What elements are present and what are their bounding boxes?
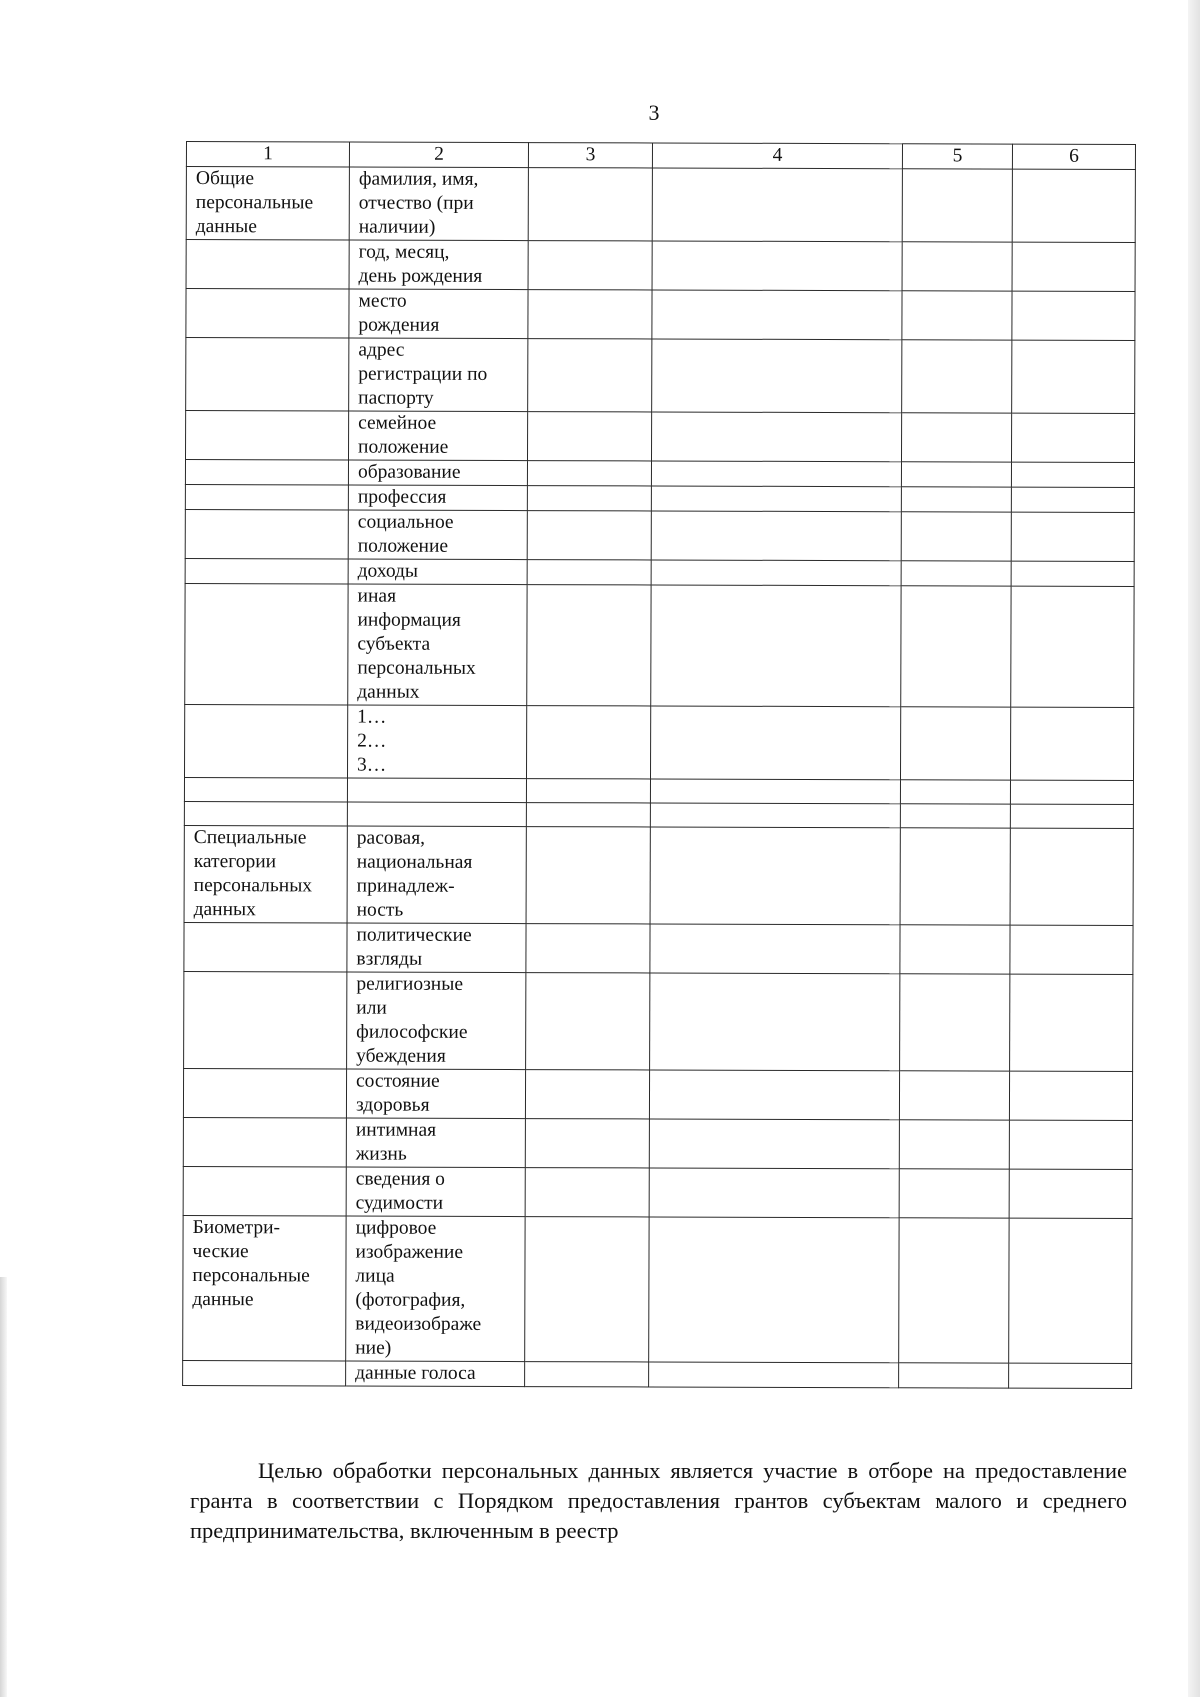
data-item-label: фамилия, имя, отчество (при наличии)	[358, 168, 479, 238]
blank-cell	[1010, 707, 1133, 780]
data-item-label: образование	[357, 461, 461, 483]
blank-cell	[899, 1218, 1009, 1363]
category-cell	[185, 558, 348, 584]
data-item-cell	[346, 1216, 525, 1362]
table-row	[183, 1360, 1132, 1388]
category-cell	[185, 704, 348, 778]
category-cell	[185, 509, 348, 559]
blank-cell	[1009, 1218, 1132, 1363]
category-cell	[183, 1068, 346, 1118]
blank-cell	[649, 1070, 899, 1120]
blank-cell	[651, 461, 901, 487]
data-item-label: расовая, национальная принадлеж- ность	[356, 827, 473, 921]
blank-cell	[899, 1363, 1009, 1388]
blank-cell	[1010, 925, 1133, 974]
blank-cell	[525, 1168, 649, 1217]
table-row	[183, 1215, 1132, 1363]
blank-cell	[902, 169, 1012, 242]
data-item-cell	[348, 411, 527, 461]
table-row	[185, 484, 1134, 512]
blank-cell	[901, 462, 1011, 487]
blank-cell	[528, 339, 652, 412]
blank-cell	[899, 1071, 1009, 1120]
data-item-label: иная информация субъекта персональных данных	[357, 585, 476, 703]
data-item-label: цифровое изображение лица (фотография, видеоизображе ние)	[355, 1217, 482, 1359]
personal-data-table	[182, 141, 1136, 1389]
data-item-cell	[349, 240, 528, 290]
blank-cell	[1011, 487, 1134, 512]
blank-cell	[525, 1217, 649, 1362]
blank-cell	[650, 924, 900, 974]
blank-cell	[899, 1169, 1009, 1218]
blank-cell	[900, 925, 1010, 974]
blank-cell	[651, 585, 901, 707]
table-row	[184, 971, 1133, 1071]
blank-cell	[528, 168, 652, 241]
blank-cell	[527, 511, 651, 560]
data-item-cell	[348, 485, 527, 511]
category-label: Биометри- ческие персональные данные	[192, 1217, 310, 1311]
category-cell	[184, 777, 347, 802]
category-cell	[183, 1117, 346, 1167]
data-item-label: политические взгляды	[356, 924, 472, 970]
table-row	[184, 922, 1133, 974]
blank-cell	[900, 804, 1010, 828]
blank-cell	[651, 560, 901, 586]
blank-cell	[525, 1362, 649, 1387]
category-cell	[185, 484, 348, 510]
data-item-cell	[347, 778, 526, 803]
blank-cell	[900, 974, 1010, 1071]
blank-cell	[1009, 1120, 1132, 1169]
category-cell	[185, 460, 348, 486]
table-body	[183, 167, 1136, 1389]
table-row	[185, 558, 1134, 586]
blank-cell	[526, 973, 650, 1070]
blank-cell	[1011, 462, 1134, 487]
category-label: Специальные категории персональных данных	[193, 827, 313, 921]
data-item-cell	[347, 972, 526, 1070]
table-row	[184, 825, 1133, 925]
category-cell	[184, 825, 347, 923]
blank-cell	[1011, 413, 1134, 462]
blank-cell	[1012, 242, 1135, 291]
blank-cell	[901, 586, 1011, 707]
blank-cell	[1012, 291, 1135, 340]
blank-cell	[901, 512, 1011, 561]
blank-cell	[649, 1168, 899, 1218]
blank-cell	[650, 779, 900, 804]
page-edge-left	[0, 1277, 7, 1697]
page-number: 3	[648, 100, 660, 125]
page-edge-right	[1188, 0, 1200, 1697]
category-cell	[184, 922, 347, 972]
blank-cell	[527, 486, 651, 511]
blank-cell	[526, 706, 650, 779]
data-item-cell	[348, 460, 527, 486]
data-item-label: сведения о судимости	[355, 1168, 445, 1214]
data-item-cell	[346, 1118, 525, 1168]
blank-cell	[527, 585, 651, 706]
data-item-cell	[347, 802, 526, 827]
blank-cell	[900, 828, 1010, 925]
data-item-label: состояние здоровья	[355, 1070, 440, 1116]
data-item-label: данные голоса	[355, 1362, 476, 1384]
blank-cell	[1010, 804, 1133, 828]
table-row	[185, 509, 1134, 561]
data-item-cell	[347, 705, 526, 779]
table-row	[183, 1068, 1132, 1120]
blank-cell	[1010, 828, 1133, 925]
blank-cell	[901, 561, 1011, 586]
data-item-cell	[346, 1361, 525, 1387]
data-item-cell	[346, 1167, 525, 1217]
category-cell	[186, 167, 349, 241]
data-item-label: профессия	[357, 486, 447, 508]
blank-cell	[651, 511, 901, 561]
blank-cell	[900, 707, 1010, 780]
column-header: 4	[652, 143, 902, 169]
table-row	[185, 411, 1134, 463]
blank-cell	[902, 291, 1012, 340]
table-row	[184, 801, 1133, 828]
blank-cell	[649, 1217, 899, 1363]
blank-cell	[652, 241, 902, 291]
purpose-paragraph: Целью обработки персональных данных является участие в отборе на предоставление гранта в соответствии с Порядком предоставления грантов субъектам малого и среднего предпринимательства, включенным в реестр	[190, 1458, 1127, 1543]
category-cell	[184, 801, 347, 826]
data-item-label: 1… 2… 3…	[357, 706, 387, 776]
blank-cell	[902, 242, 1012, 291]
category-cell	[184, 971, 347, 1069]
blank-cell	[899, 1120, 1009, 1169]
category-cell	[185, 583, 348, 705]
blank-cell	[901, 413, 1011, 462]
blank-cell	[650, 706, 900, 780]
category-cell	[186, 289, 349, 339]
blank-cell	[525, 1070, 649, 1119]
blank-cell	[650, 803, 900, 828]
category-cell	[183, 1360, 346, 1386]
blank-cell	[527, 412, 651, 461]
category-label: Общие персональные данные	[195, 168, 314, 238]
blank-cell	[525, 1119, 649, 1168]
data-item-cell	[349, 289, 528, 339]
blank-cell	[1012, 169, 1135, 242]
category-cell	[183, 1166, 346, 1216]
blank-cell	[527, 560, 651, 585]
category-cell	[183, 1215, 346, 1361]
blank-cell	[652, 339, 902, 413]
table-row	[185, 704, 1134, 780]
data-item-label: адрес регистрации по паспорту	[358, 339, 488, 409]
blank-cell	[1009, 1169, 1132, 1218]
blank-cell	[651, 486, 901, 512]
data-item-label: семейное положение	[358, 412, 449, 458]
table-header-row	[186, 142, 1135, 170]
data-item-cell	[349, 338, 528, 412]
blank-cell	[901, 487, 1011, 512]
table-row	[186, 338, 1135, 414]
data-item-cell	[346, 1069, 525, 1119]
blank-cell	[526, 779, 650, 803]
category-cell	[186, 240, 349, 290]
table-row	[183, 1166, 1132, 1218]
table-row	[186, 289, 1135, 341]
blank-cell	[900, 780, 1010, 804]
data-item-label: религиозные или философские убеждения	[356, 973, 468, 1067]
data-item-cell	[348, 510, 527, 560]
data-item-label: доходы	[357, 560, 419, 582]
blank-cell	[651, 412, 901, 462]
data-item-label: социальное положение	[357, 511, 454, 557]
blank-cell	[1009, 1071, 1132, 1120]
table-row	[183, 1117, 1132, 1169]
blank-cell	[649, 1362, 899, 1388]
blank-cell	[528, 241, 652, 290]
column-header: 6	[1012, 144, 1135, 169]
blank-cell	[526, 803, 650, 827]
blank-cell	[1011, 512, 1134, 561]
table-row	[185, 583, 1134, 707]
blank-cell	[652, 290, 902, 340]
data-item-cell	[348, 559, 527, 585]
column-header: 3	[528, 143, 652, 168]
blank-cell	[526, 827, 650, 924]
blank-cell	[527, 461, 651, 486]
data-item-cell	[348, 584, 527, 706]
blank-cell	[650, 973, 900, 1071]
blank-cell	[649, 1119, 899, 1169]
category-cell	[186, 338, 349, 412]
data-item-label: год, месяц, день рождения	[358, 241, 483, 287]
table-row	[186, 240, 1135, 292]
blank-cell	[1010, 974, 1133, 1071]
table-row	[186, 167, 1135, 243]
data-item-label: интимная жизнь	[355, 1119, 437, 1165]
blank-cell	[1011, 586, 1134, 707]
table-row	[185, 460, 1134, 488]
blank-cell	[1009, 1363, 1132, 1388]
blank-cell	[1010, 780, 1133, 804]
column-header: 2	[349, 142, 528, 168]
blank-cell	[1011, 561, 1134, 586]
blank-cell	[652, 168, 902, 242]
blank-cell	[902, 340, 1012, 413]
data-item-cell	[349, 167, 528, 241]
blank-cell	[526, 924, 650, 973]
data-item-cell	[347, 923, 526, 973]
table-row	[184, 777, 1133, 804]
column-header: 1	[186, 142, 349, 168]
blank-cell	[1012, 340, 1135, 413]
data-item-cell	[347, 826, 526, 924]
column-header: 5	[902, 144, 1012, 169]
blank-cell	[528, 290, 652, 339]
category-cell	[185, 411, 348, 461]
blank-cell	[650, 827, 900, 925]
data-item-label: место рождения	[358, 290, 440, 336]
